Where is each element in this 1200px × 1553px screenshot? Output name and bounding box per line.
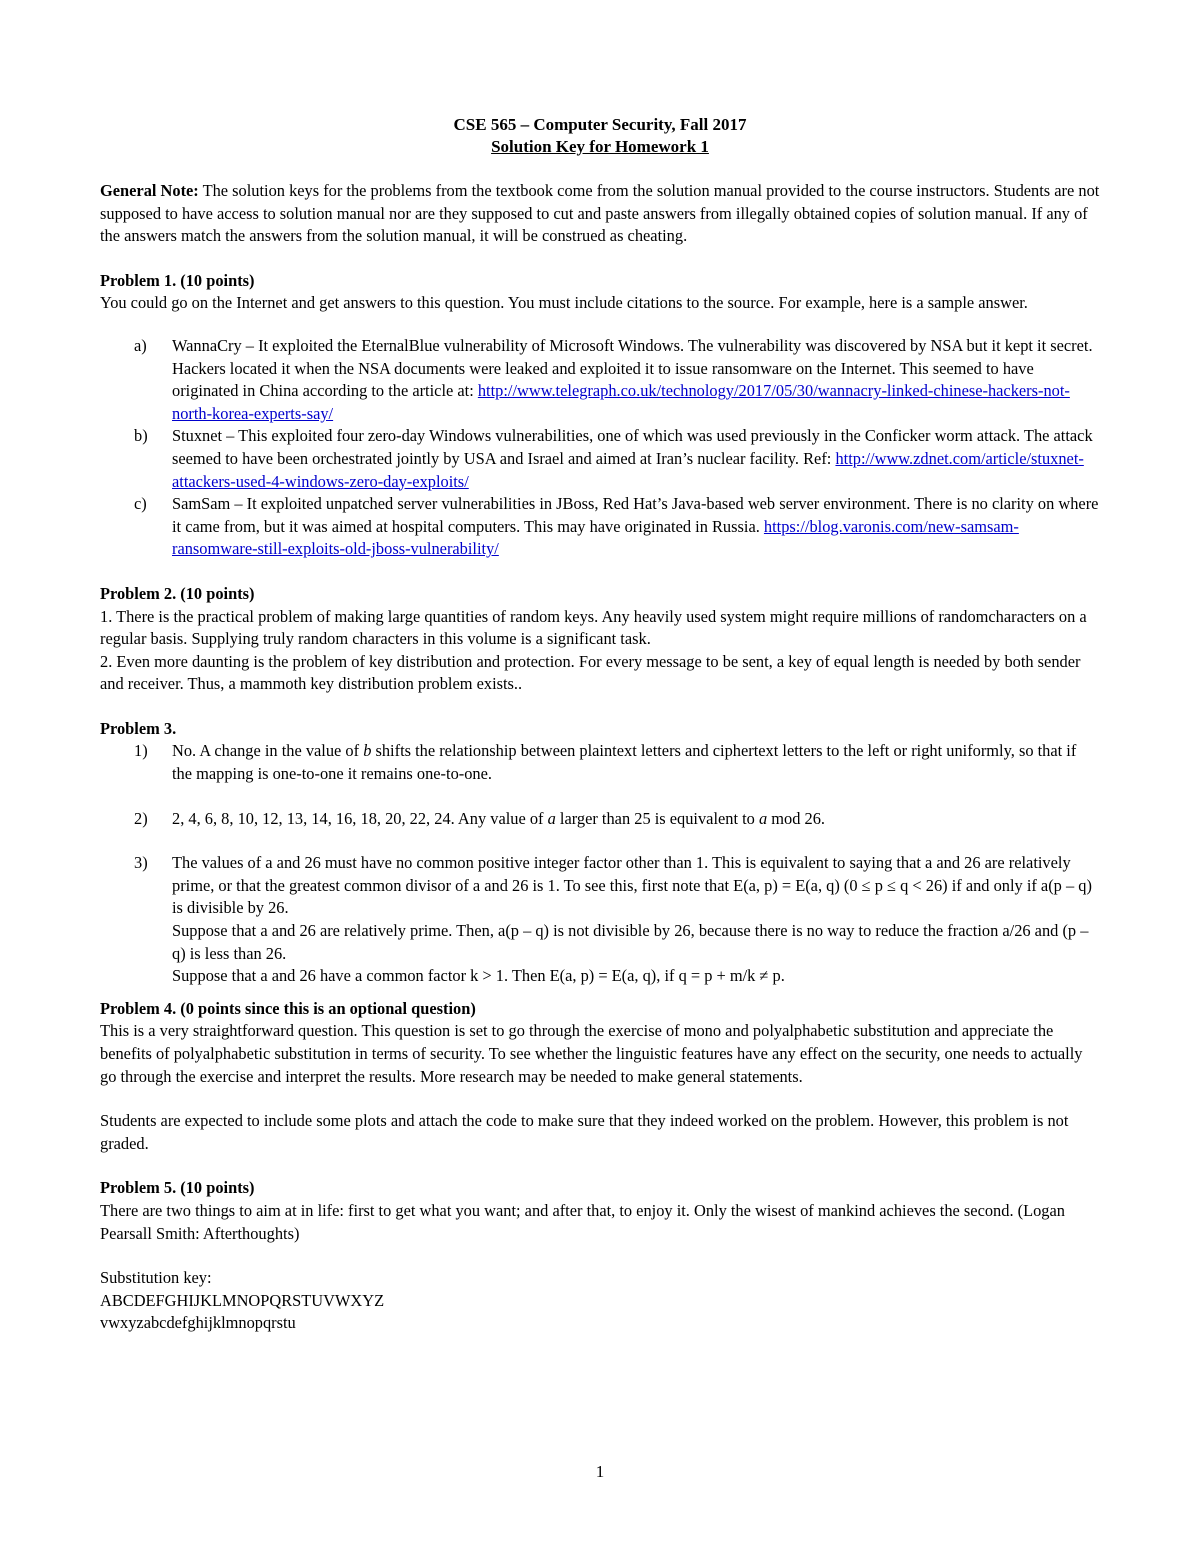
list-marker: 1) bbox=[134, 741, 148, 761]
general-note-text: The solution keys for the problems from the textbook come from the solution manual provided to the course instructors. Students are not supposed to have access to solution manual nor are they supposed to cut and paste answers from illegally obtained copies of solution manual. If any of the answers match the answers from the solution manual, it will be construed as cheating. bbox=[100, 181, 1100, 246]
list-marker: 3) bbox=[134, 853, 148, 873]
problem2-heading: Problem 2. (10 points) bbox=[100, 583, 255, 603]
list-item bbox=[100, 852, 1100, 988]
list-item-text: larger than 25 is equivalent to bbox=[555, 808, 759, 828]
list-marker: c) bbox=[134, 494, 147, 514]
problem1-intro: You could go on the Internet and get answers to this question. You must include citations to the source. For example, here is a sample answer. bbox=[100, 293, 1028, 313]
source-link[interactable]: https://blog.varonis.com/new-samsam-ransomware-still-exploits-old-jboss-vulnerability/ bbox=[172, 516, 1019, 559]
document-subtitle: Solution Key for Homework 1 bbox=[491, 137, 709, 156]
math-var: a bbox=[758, 808, 768, 828]
math-var: b bbox=[363, 741, 372, 761]
substitution-key-upper: ABCDEFGHIJKLMNOPQRSTUVWXYZ bbox=[100, 1290, 385, 1310]
problem2-para2: 2. Even more daunting is the problem of key distribution and protection. For every message to be sent, a key of equal length is needed by both sender and receiver. Thus, a mammoth key distribution problem exists.. bbox=[100, 651, 1081, 694]
problem3-list bbox=[100, 740, 1100, 987]
document-body bbox=[100, 114, 1100, 1335]
list-item bbox=[100, 740, 1100, 785]
substitution-key-lower: vwxyzabcdefghijklmnopqrstu bbox=[100, 1313, 296, 1333]
problem1-heading: Problem 1. (10 points) bbox=[100, 270, 255, 290]
list-marker: a) bbox=[134, 335, 147, 355]
substitution-key-label: Substitution key: bbox=[100, 1268, 212, 1288]
source-link[interactable]: http://www.zdnet.com/article/stuxnet-attackers-used-4-windows-zero-day-exploits/ bbox=[172, 448, 1084, 491]
list-item-text: mod 26. bbox=[767, 808, 826, 828]
list-item-text: Stuxnet – This exploited four zero-day Windows vulnerabilities, one of which was used previously in the Conficker worm attack. The attack seemed to have been orchestrated jointly by USA and Israel and aimed at Iran’s nuclear facility. bbox=[172, 426, 1093, 468]
math-var: a bbox=[547, 808, 556, 828]
general-note bbox=[100, 180, 1100, 248]
list-item bbox=[100, 808, 1100, 831]
problem2-para1: 1. There is the practical problem of making large quantities of random keys. Any heavily used system might require millions of randomcharacters on a regular basis. Supplying truly random characters in this volume is a significant task. bbox=[100, 606, 1087, 649]
list-item-text: SamSam – It exploited unpatched server vulnerabilities in JBoss, Red Hat’s Java-based web server environment. There is no clarity on where it came from, but it was aimed at hospital computers. This may have originated in Russia. bbox=[172, 494, 1099, 536]
ref-label: Ref: bbox=[803, 448, 836, 468]
problem5-heading: Problem 5. (10 points) bbox=[100, 1178, 255, 1198]
list-item-text: shifts the relationship between plaintext letters and ciphertext letters to the left or right uniformly, so that if the mapping is one-to-one it remains one-to-one. bbox=[172, 741, 1077, 784]
general-note-label: General Note: bbox=[100, 181, 199, 200]
problem5-quote: There are two things to aim at in life: first to get what you want; and after that, to enjoy it. Only the wisest of mankind achieves the second. (Logan Pearsall Smith: Afterthoughts) bbox=[100, 1200, 1065, 1243]
list-item-text: The values of a and 26 must have no common positive integer factor other than 1. This is equivalent to saying that a and 26 are relatively prime, or that the greatest common divisor of a and 26 is 1. To see this, first note that E(a, p) = E(a, q) (0 ≤ p ≤ q < 26) if and only if a(p – q) is divisible by 26. bbox=[172, 853, 1092, 918]
list-item-text: 2, 4, 6, 8, 10, 12, 13, 14, 16, 18, 20, 22, 24. Any value of bbox=[172, 808, 548, 828]
list-marker: b) bbox=[134, 426, 148, 446]
problem3-heading: Problem 3. bbox=[100, 718, 177, 738]
list-item-text: Suppose that a and 26 have a common factor k > 1. Then E(a, p) = E(a, q), if q = p + m/k ≠ p. bbox=[172, 966, 785, 986]
list-item-text: No. A change in the value of bbox=[172, 741, 364, 761]
list-item-text: WannaCry – It exploited the EternalBlue vulnerability of Microsoft Windows. The vulnerability was discovered by NSA but it kept it secret. Hackers located it when the NSA documents were leaked and exploited it to issue ransomware on the Internet. This seemed to have originated in China according to the article at: bbox=[172, 335, 1093, 401]
problem4-para1: This is a very straightforward question. This question is set to go through the exercise of mono and polyalphabetic substitution and appreciate the benefits of polyalphabetic substitution in terms of security. To see whether the linguistic features have any effect on the security, one needs to actually go through the exercise and interpret the results. More research may be needed to make general statements. bbox=[100, 1021, 1083, 1086]
list-item bbox=[100, 335, 1100, 425]
document-title: CSE 565 – Computer Security, Fall 2017 bbox=[453, 115, 747, 134]
list-item-text: Suppose that a and 26 are relatively prime. Then, a(p – q) is not divisible by 26, because there is no way to reduce the fraction a/26 and (p – q) is less than 26. bbox=[172, 921, 1089, 963]
list-item bbox=[100, 493, 1100, 561]
source-link[interactable]: http://www.telegraph.co.uk/technology/2017/05/30/wannacry-linked-chinese-hackers-not-north-korea-experts-say/ bbox=[172, 381, 1070, 423]
list-marker: 2) bbox=[134, 808, 148, 828]
problem4-para2: Students are expected to include some plots and attach the code to make sure that they indeed worked on the problem. However, this problem is not graded. bbox=[100, 1111, 1069, 1153]
problem1-list bbox=[100, 335, 1100, 561]
page-number: 1 bbox=[595, 1462, 605, 1481]
problem4-heading: Problem 4. (0 points since this is an optional question) bbox=[100, 998, 476, 1018]
list-item bbox=[100, 425, 1100, 493]
